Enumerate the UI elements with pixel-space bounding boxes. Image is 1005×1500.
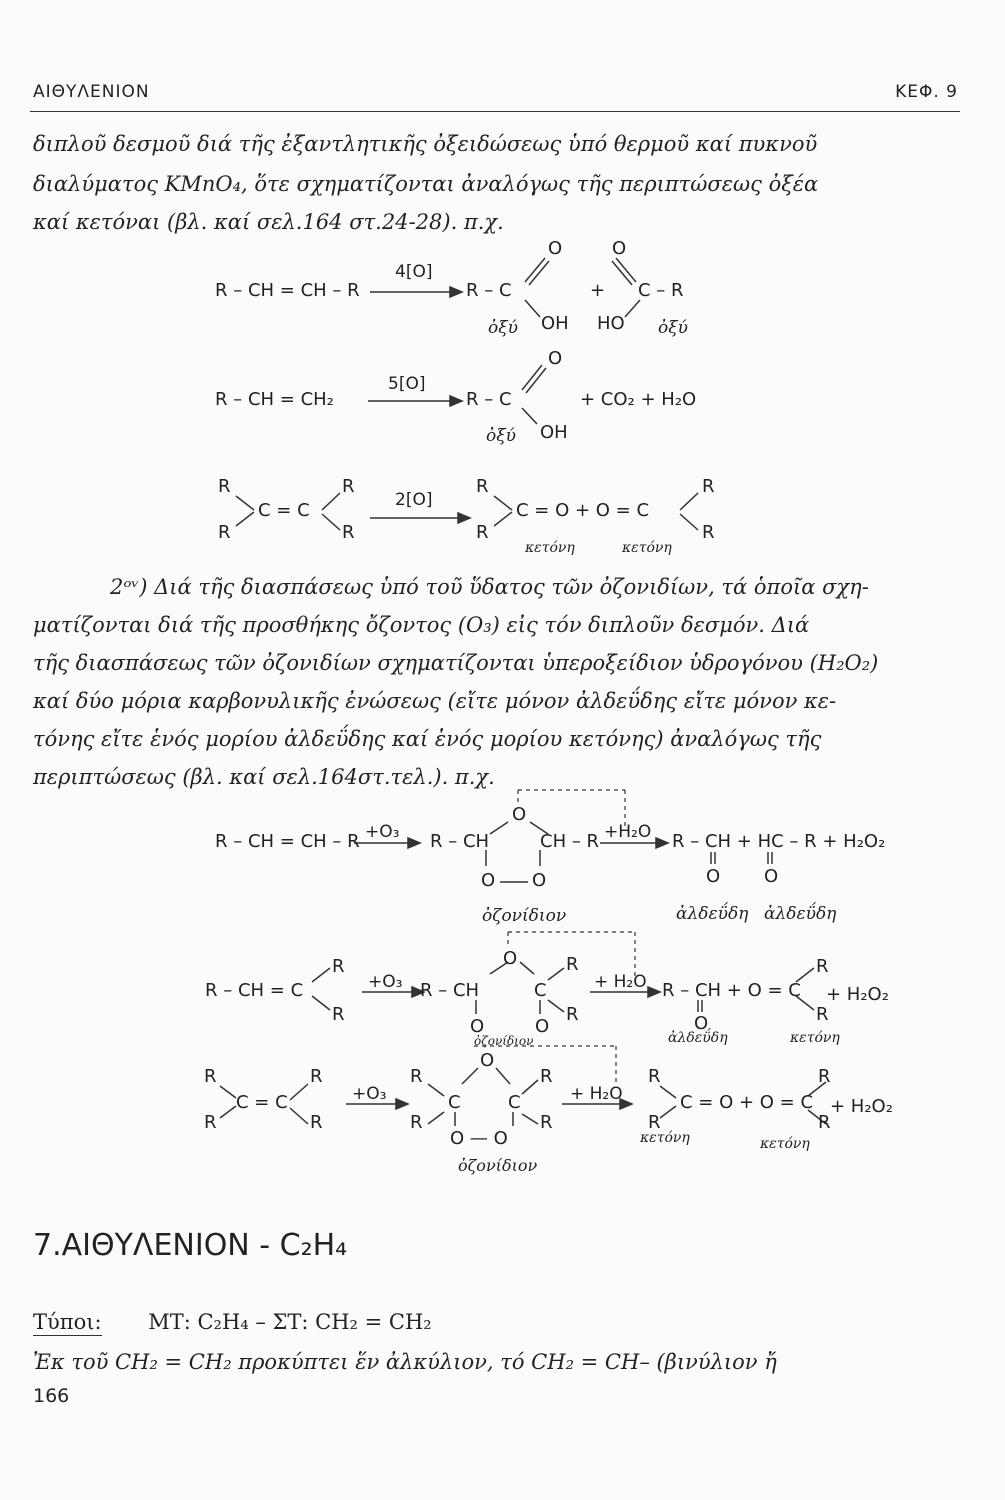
eq1-acid-label-2: ὀξύ	[658, 318, 688, 338]
eq6-ozonide-peroxide: O — O	[450, 1128, 508, 1149]
eq5-r5: R	[816, 956, 829, 977]
eq5-carbonyl-oxygen: O	[694, 1013, 709, 1034]
eq3-r4: R	[342, 522, 355, 543]
eq3-ketone-label-1: κετόνη	[525, 540, 575, 556]
eq5-r2: R	[332, 1004, 345, 1025]
eq6-r12: R	[818, 1112, 831, 1133]
eq6-r7: R	[540, 1066, 553, 1087]
eq2-hydroxyl: OH	[540, 422, 568, 443]
eq5-r1: R	[332, 956, 345, 977]
eq4-ozonide-top-oxygen: O	[512, 804, 527, 825]
text-line-2: διαλύματος KMnO₄, ὅτε σχηματίζονται ἀναλόγως τῆς περιπτώσεως ὀξέα	[33, 172, 819, 196]
eq5-reagent: +O₃	[368, 972, 403, 992]
eq4-products: R – CH + HC – R + H₂O₂	[672, 831, 886, 852]
eq6-water: + H₂O	[570, 1084, 623, 1104]
eq4-ozonide-label: ὀζονίδιον	[482, 906, 567, 926]
eq1-product-2: C – R	[638, 280, 684, 301]
eq5-r4: R	[566, 1004, 579, 1025]
eq5-ozonide-label: ὀζονίδιον	[474, 1034, 534, 1048]
eq5-ozonide-oxygen-2: O	[535, 1016, 550, 1037]
eq6-ketone-label-2: κετόνη	[760, 1136, 810, 1152]
eq6-r2: R	[204, 1112, 217, 1133]
eq1-hydroxyl-1: OH	[541, 313, 569, 334]
eq4-aldehyde-label-1: ἀλδεΰδη	[676, 904, 749, 924]
section-title: 7.ΑΙΘΥΛΕΝΙΟΝ - C₂H₄	[33, 1228, 348, 1263]
text-para2-line-3: τῆς διασπάσεως τῶν ὀζονιδίων σχηματίζονται ὑπεροξείδιον ὑδρογόνου (H₂O₂)	[33, 651, 879, 675]
eq3-r5: R	[476, 476, 489, 497]
eq5-r3: R	[566, 954, 579, 975]
eq5-ketone-label: κετόνη	[790, 1030, 840, 1046]
eq3-r8: R	[702, 522, 715, 543]
eq3-r7: R	[702, 476, 715, 497]
eq6-ozonide-top-oxygen: O	[480, 1050, 495, 1071]
eq3-r2: R	[218, 522, 231, 543]
eq6-r11: R	[818, 1066, 831, 1087]
text-line-1: διπλοῦ δεσμοῦ διά τῆς ἐξαντλητικῆς ὀξειδώσεως ὑπό θερμοῦ καί πυκνοῦ	[33, 132, 818, 156]
text-last-line: Ἐκ τοῦ CH₂ = CH₂ προκύπτει ἕν ἀλκύλιον, τό CH₂ = CH– (βινύλιον ἤ	[33, 1350, 777, 1374]
eq4-aldehyde-label-2: ἀλδεΰδη	[764, 904, 837, 924]
eq4-carbonyl-oxygen-2: O	[764, 866, 779, 887]
text-para2-line-2: ματίζονται διά τῆς προσθήκης ὄζοντος (O₃) εἰς τόν διπλοῦν δεσμόν. Διά	[33, 613, 810, 637]
eq3-r3: R	[342, 476, 355, 497]
text-para2-line-6: περιπτώσεως (βλ. καί σελ.164στ.τελ.). π.χ.	[33, 765, 495, 789]
header-chapter: ΚΕΦ. 9	[895, 82, 958, 102]
eq5-ozonide-left: R – CH	[420, 980, 480, 1001]
eq6-r8: R	[540, 1112, 553, 1133]
eq6-products: C = O + O = C	[680, 1092, 814, 1113]
eq3-reagent: 2[O]	[395, 490, 433, 510]
eq2-reactant: R – CH = CH₂	[215, 389, 334, 410]
eq4-ozonide-right: CH – R	[540, 831, 600, 852]
eq6-reagent: +O₃	[352, 1084, 387, 1104]
types-label: Τύποι:	[33, 1310, 102, 1334]
eq5-ozonide-oxygen-1: O	[470, 1016, 485, 1037]
eq5-aldehyde-label: ἀλδεΰδη	[668, 1030, 728, 1046]
eq3-reactant: C = C	[258, 500, 310, 521]
eq6-r1: R	[204, 1066, 217, 1087]
eq4-reagent: +O₃	[365, 822, 400, 842]
text-para2-line-4: καί δύο μόρια καρβονυλικῆς ἐνώσεως (εἴτε μόνον ἀλδεΰδης εἴτε μόνον κε-	[33, 689, 837, 713]
eq5-reactant: R – CH = C	[205, 980, 304, 1001]
eq3-products: C = O + O = C	[516, 500, 650, 521]
eq5-ozonide-carbon: C	[534, 980, 547, 1001]
eq5-peroxide: + H₂O₂	[826, 984, 889, 1005]
eq5-products: R – CH + O = C	[662, 980, 801, 1001]
eq3-ketone-label-2: κετόνη	[622, 540, 672, 556]
page-number: 166	[33, 1385, 70, 1407]
text-para2-line-5: τόνης εἴτε ἑνός μορίου ἀλδεΰδης καί ἑνός μορίου κετόνης) ἀναλόγως τῆς	[33, 727, 822, 751]
types-line	[33, 1310, 432, 1334]
eq6-peroxide: + H₂O₂	[830, 1096, 893, 1117]
text-line-3: καί κετόναι (βλ. καί σελ.164 στ.24-28). π.χ.	[33, 210, 504, 234]
eq4-ozonide-oxygen-1: O	[481, 870, 496, 891]
types-formula: ΜΤ: C₂H₄ – ΣΤ: CH₂ = CH₂	[148, 1310, 432, 1334]
eq6-r5: R	[410, 1066, 423, 1087]
eq5-r6: R	[816, 1004, 829, 1025]
eq5-ozonide-top-oxygen: O	[503, 948, 518, 969]
eq2-acid-label: ὀξύ	[486, 426, 516, 446]
eq1-reactant: R – CH = CH – R	[215, 280, 360, 301]
eq2-product: R – C	[466, 389, 512, 410]
eq3-r1: R	[218, 476, 231, 497]
header-title: ΑΙΘΥΛΕΝΙΟΝ	[33, 82, 150, 102]
eq6-r10: R	[648, 1112, 661, 1133]
eq6-ozonide-carbon-1: C	[448, 1092, 461, 1113]
eq6-r9: R	[648, 1066, 661, 1087]
eq6-r4: R	[310, 1112, 323, 1133]
eq2-oxygen: O	[548, 348, 563, 369]
eq6-ozonide-carbon-2: C	[508, 1092, 521, 1113]
eq3-r6: R	[476, 522, 489, 543]
eq1-oxygen-1: O	[548, 238, 563, 259]
eq1-oxygen-2: O	[612, 238, 627, 259]
text-para2-line-1: 2ᵒᵛ) Διά τῆς διασπάσεως ὑπό τοῦ ὕδατος τῶν ὀζονιδίων, τά ὁποῖα σχη-	[110, 575, 869, 599]
eq6-ozonide-label: ὀζονίδιον	[458, 1156, 538, 1175]
eq4-water: +H₂O	[604, 822, 652, 842]
eq6-r3: R	[310, 1066, 323, 1087]
eq5-water: + H₂O	[594, 972, 647, 992]
eq1-acid-label-1: ὀξύ	[488, 318, 518, 338]
eq1-hydroxyl-2: HO	[597, 313, 625, 334]
eq4-ozonide-left: R – CH	[430, 831, 490, 852]
eq2-reagent: 5[O]	[388, 374, 426, 394]
eq4-carbonyl-oxygen-1: O	[706, 866, 721, 887]
eq6-reactant: C = C	[236, 1092, 288, 1113]
eq4-ozonide-oxygen-2: O	[532, 870, 547, 891]
eq1-reagent: 4[O]	[395, 262, 433, 282]
eq1-plus: +	[590, 280, 606, 301]
eq4-reactant: R – CH = CH – R	[215, 831, 360, 852]
eq6-r6: R	[410, 1112, 423, 1133]
eq6-ketone-label-1: κετόνη	[640, 1130, 690, 1146]
eq2-byproducts: + CO₂ + H₂O	[580, 389, 697, 410]
eq1-product-1: R – C	[466, 280, 512, 301]
